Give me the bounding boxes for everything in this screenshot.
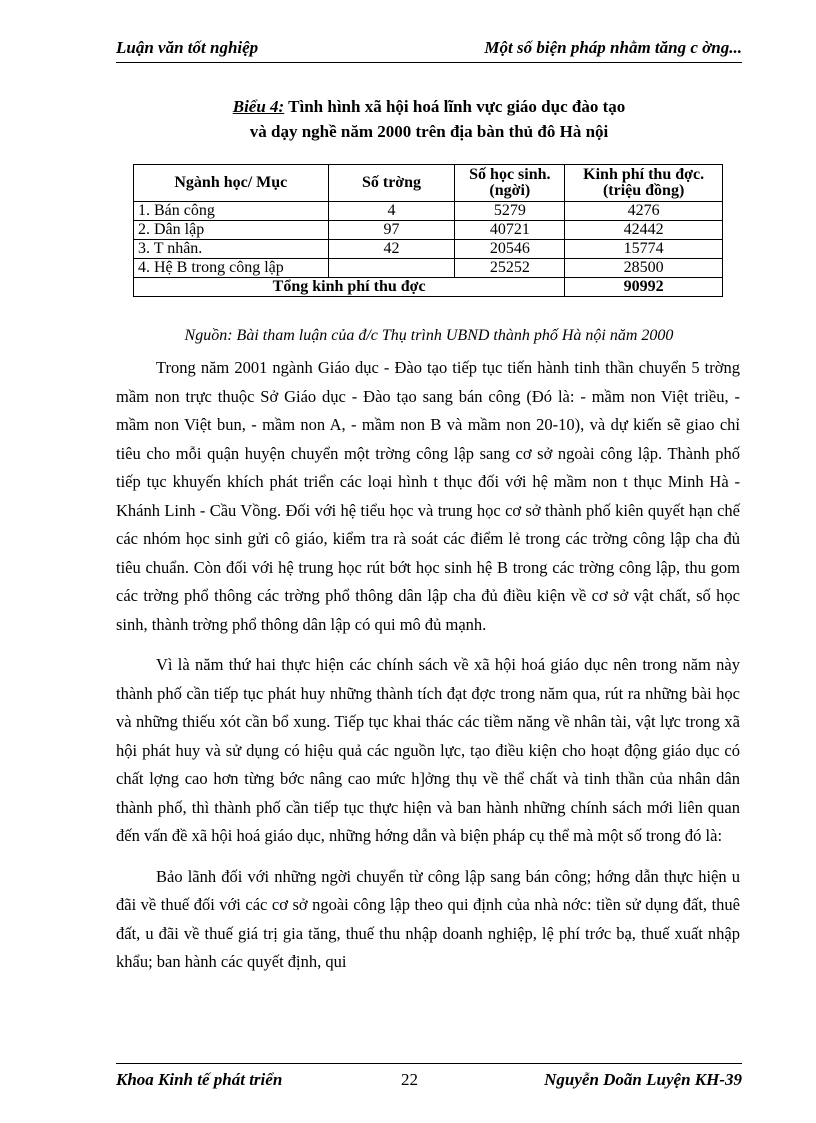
footer-right-text: Nguyễn Doãn Luyện KH-39 <box>544 1070 742 1089</box>
header-left-text: Luận văn tốt nghiệp <box>116 38 259 57</box>
table-cell: 97 <box>328 221 455 240</box>
table-cell: 25252 <box>455 259 565 278</box>
page-header <box>116 38 742 63</box>
table-cell: 42 <box>328 240 455 259</box>
table-cell: 20546 <box>455 240 565 259</box>
table-row <box>134 240 723 259</box>
paragraph: Trong năm 2001 ngành Giáo dục - Đào tạo tiếp tục tiến hành tinh thần chuyển 5 trờng mầm non trực thuộc Sở Giáo dục - Đào tạo sang bán công (Đó là: - mầm non Việt triều, - mầm non Việt bun, - mầm non A, - mầm non B và mầm non 20-10), và dự kiến sẽ giao chỉ tiêu cho mỗi quận huyện chuyển một trờng công lập sang cơ sở ngoài công lập. Thành phố tiếp tục khuyến khích phát triển các loại hình t thục đối với hệ mầm non t thục Minh Hà - Khánh Linh - Cầu Vồng. Đối với hệ tiểu học và trung học cơ sở thành phố kiên quyết hạn chế các nhóm học sinh gửi cô giáo, kiểm tra rà soát các điểm lẻ trong các trờng công lập cha đủ tiêu chuẩn. Còn đối với hệ trung học rút bớt học sinh hệ B trong các trờng công lập, thu gom các trờng phổ thông các trờng phổ thông dân lập cha đủ điều kiện về cơ sở vật chất, số học sinh, thành trờng phổ thông dân lập có qui mô đủ mạnh. <box>116 358 740 634</box>
table-cell <box>328 259 455 278</box>
table-cell: 4. Hệ B trong công lập <box>134 259 329 278</box>
table-cell: 2. Dân lập <box>134 221 329 240</box>
paragraph: Vì là năm thứ hai thực hiện các chính sách về xã hội hoá giáo dục nên trong năm này thành phố cần tiếp tục phát huy những thành tích đạt đợc trong năm qua, rút ra những bài học và những thiếu xót cần bổ xung. Tiếp tục khai thác các tiềm năng về nhân tài, vật lực trong xã hội phát huy và sử dụng có hiệu quả các nguồn lực, tạo điều kiện cho hoạt động giáo dục có chất lợng cao hơn từng bớc nâng cao mức h]ởng thụ về thể chất và tinh thần của nhân dân thành phố, thì thành phố cần tiếp tục thực hiện và ban hành những chính sách mới liên quan đến vấn đề xã hội hoá giáo dục, những hớng dẫn và biện pháp cụ thể mà một số trong đó là: <box>116 655 740 845</box>
table-header-cell: Kinh phí thu đợc. (triệu đồng) <box>565 165 723 202</box>
table-row <box>134 221 723 240</box>
table-cell: 5279 <box>455 202 565 221</box>
table-cell: 42442 <box>565 221 723 240</box>
footer-left-text: Khoa Kinh tế phát triển <box>116 1070 283 1089</box>
title-line-1-text: Tình hình xã hội hoá lĩnh vực giáo dục đào tạo <box>284 97 626 116</box>
header-right-text: Một số biện pháp nhằm tăng c ờng... <box>484 38 742 57</box>
page-footer <box>116 1063 742 1092</box>
title-prefix: Biểu 4: <box>232 97 285 116</box>
table-total-row <box>134 278 723 297</box>
data-table <box>133 164 723 297</box>
table-cell: 15774 <box>565 240 723 259</box>
table-row <box>134 259 723 278</box>
title-line-1 <box>116 94 742 119</box>
table-header-cell: Ngành học/ Mục <box>134 165 329 202</box>
table-cell: 4276 <box>565 202 723 221</box>
table-header-cell: Số học sinh. (ngời) <box>455 165 565 202</box>
source-note: Nguồn: Bài tham luận của đ/c Thụ trình UBND thành phố Hà nội năm 2000 <box>184 327 674 344</box>
table-title <box>116 94 742 144</box>
table-header-row <box>134 165 723 202</box>
table-cell: 28500 <box>565 259 723 278</box>
table-cell: 3. T nhân. <box>134 240 329 259</box>
table-row <box>134 202 723 221</box>
body-text <box>116 354 740 989</box>
table-header-cell: Số trờng <box>328 165 455 202</box>
table-cell: 40721 <box>455 221 565 240</box>
title-line-2: và dạy nghề năm 2000 trên địa bàn thủ đô Hà nội <box>249 122 609 141</box>
paragraph: Bảo lãnh đối với những ngời chuyển từ công lập sang bán công; hớng dẫn thực hiện u đãi về thuế đối với các cơ sở ngoài công lập theo qui định của nhà nớc: tiền sử dụng đất, thuê đất, u đãi về thuế giá trị gia tăng, thuế thu nhập doanh nghiệp, lệ phí trớc bạ, thuế xuất nhập khẩu; ban hành các quyết định, qui <box>116 866 740 971</box>
page-number: 22 <box>401 1070 418 1089</box>
total-value: 90992 <box>565 278 723 297</box>
table-cell: 1. Bán công <box>134 202 329 221</box>
total-label: Tổng kinh phí thu đợc <box>134 278 565 297</box>
table-cell: 4 <box>328 202 455 221</box>
